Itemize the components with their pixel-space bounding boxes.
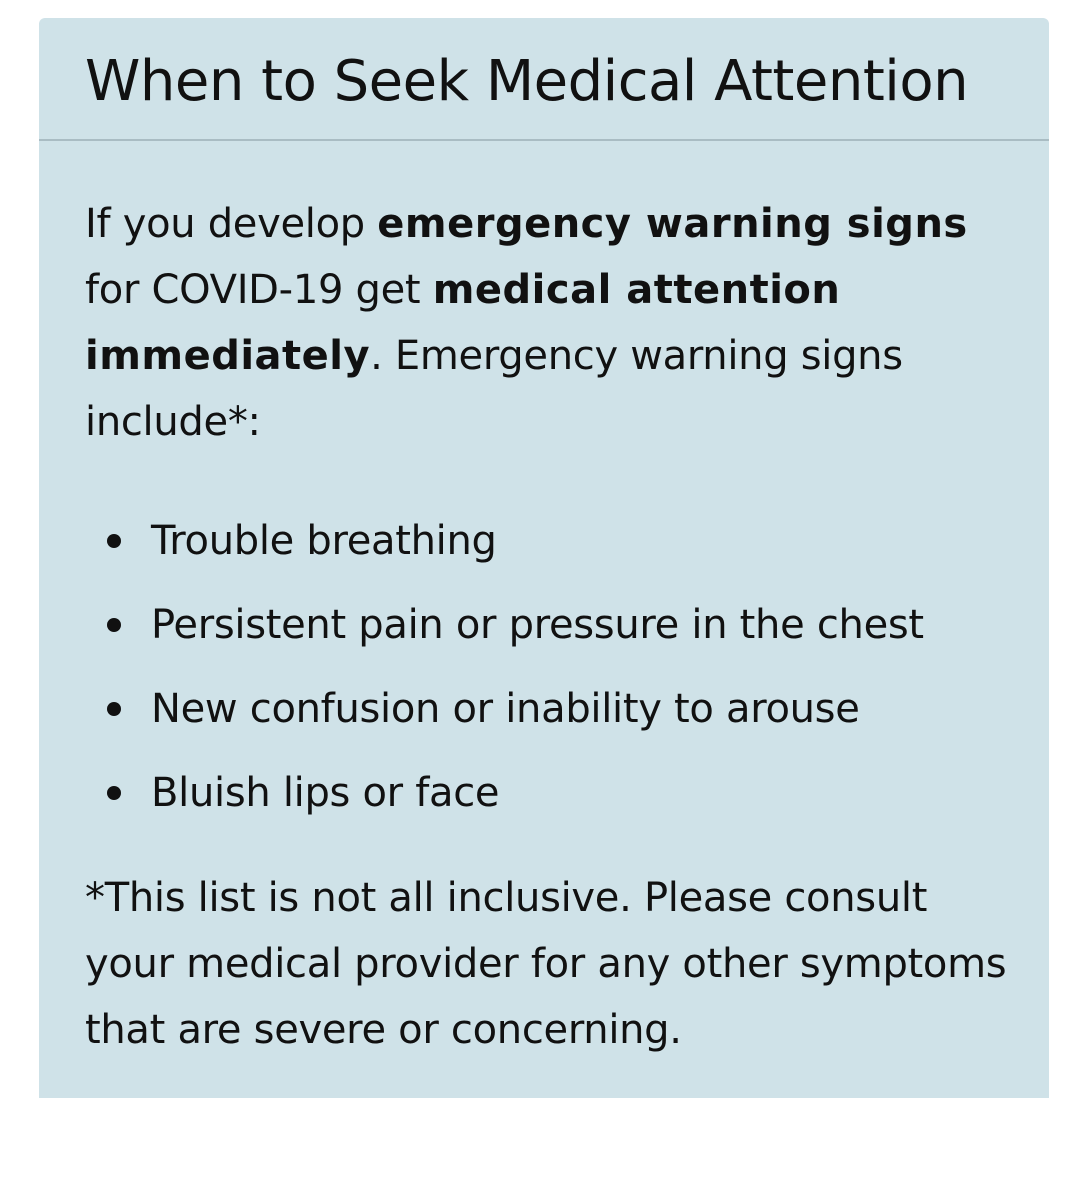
list-item xyxy=(85,499,1009,583)
intro-bold-medical-attention: medical attention immediately xyxy=(85,267,841,379)
intro-text-1: If you develop xyxy=(85,201,378,247)
symptom-list xyxy=(85,499,1009,835)
info-card xyxy=(39,18,1049,1098)
bullet-icon xyxy=(107,786,121,800)
symptom-label: Bluish lips or face xyxy=(151,770,500,816)
card-title: When to Seek Medical Attention xyxy=(85,49,969,114)
symptom-label: Persistent pain or pressure in the chest xyxy=(151,602,924,648)
card-body xyxy=(39,141,1049,1063)
list-item xyxy=(85,751,1009,835)
list-item xyxy=(85,667,1009,751)
card-header xyxy=(39,18,1049,141)
symptom-label: New confusion or inability to arouse xyxy=(151,686,860,732)
intro-bold-warning-signs: emergency warning signs xyxy=(377,201,968,247)
list-item xyxy=(85,583,1009,667)
intro-paragraph xyxy=(85,191,1009,455)
intro-text-2: for COVID-19 get xyxy=(85,267,433,313)
symptom-label: Trouble breathing xyxy=(151,518,497,564)
footnote: *This list is not all inclusive. Please consult your medical provider for any other symptoms that are severe or concerning. xyxy=(85,875,1007,1053)
bullet-icon xyxy=(107,534,121,548)
bullet-icon xyxy=(107,618,121,632)
bullet-icon xyxy=(107,702,121,716)
intro-text-3: . Emergency warning signs include*: xyxy=(85,333,903,445)
